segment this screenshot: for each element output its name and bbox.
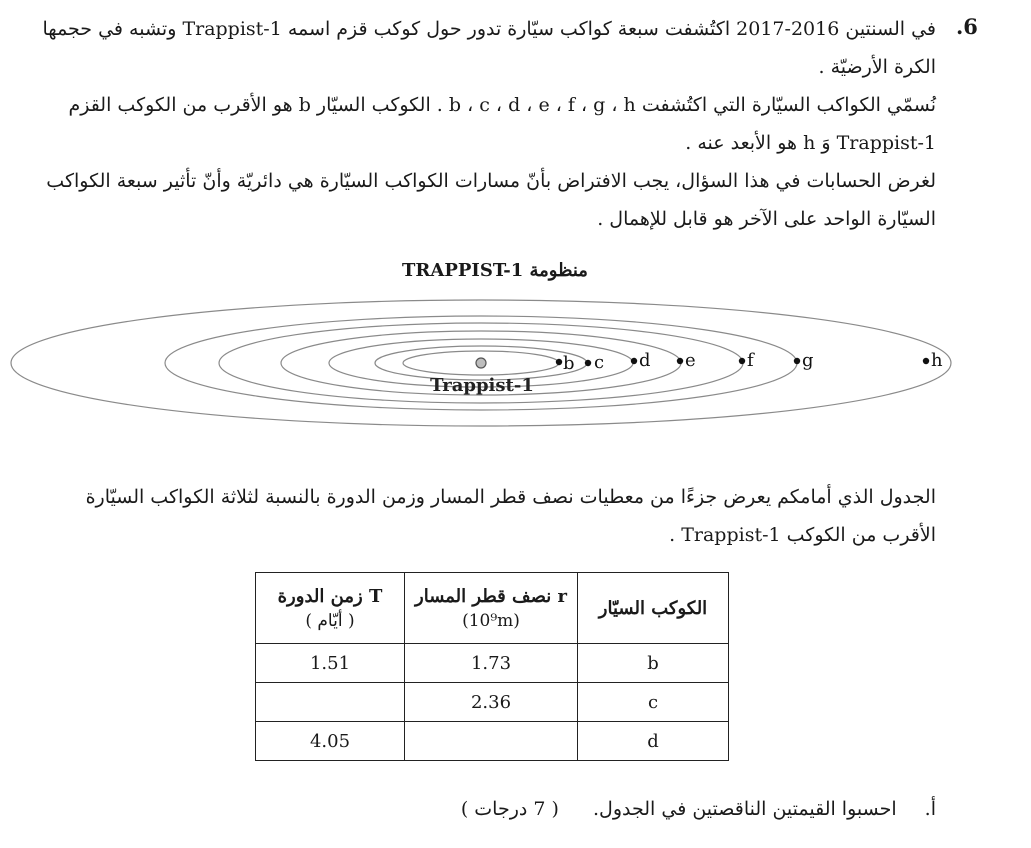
planet-e-dot bbox=[677, 358, 683, 364]
header-period-unit: ( أيّام ) bbox=[305, 610, 355, 631]
planet-h-dot bbox=[923, 358, 929, 364]
planet-d-label: d bbox=[639, 350, 651, 371]
table-row bbox=[256, 644, 729, 683]
header-planet-label: الكوكب السيّار bbox=[598, 597, 708, 619]
planet-g-label: g bbox=[802, 350, 814, 371]
header-radius bbox=[405, 573, 578, 644]
orbit-diagram bbox=[0, 290, 1031, 440]
header-period bbox=[256, 573, 405, 644]
header-radius-unit: (10⁹m) bbox=[462, 610, 520, 631]
planet-c-label: c bbox=[594, 352, 605, 373]
table-intro: الجدول الذي أمامكم يعرض جزءًا من معطيات نصف قطر المسار وزمن الدورة بالنسبة لثلاثة الكواكب السيّارة الأقرب من الكوكب Trappist-1 . bbox=[85, 486, 936, 546]
intro-paragraph-1: في السنتين 2016-2017 اكتُشفت سبعة كواكب سيّارة تدور حول كوكب قزم اسمه Trappist-1 وتشبه في حجمها الكرة الأرضيّة . bbox=[42, 18, 936, 78]
subquestion-letter: أ. bbox=[924, 798, 936, 820]
planet-h-label: h bbox=[931, 350, 943, 371]
cell-radius: 2.36 bbox=[405, 683, 578, 722]
cell-radius: 1.73 bbox=[405, 644, 578, 683]
intro-paragraph-3: لغرض الحسابات في هذا السؤال، يجب الافتراض بأنّ مسارات الكواكب السيّارة هي دائريّة وأنّ تأثير سبعة الكواكب السيّارة الواحد على الآخر هو قابل للإهمال . bbox=[46, 170, 936, 230]
planet-f-label: f bbox=[747, 350, 754, 371]
diagram-title: منظومة TRAPPIST-1 bbox=[402, 260, 588, 281]
question-number: .6 bbox=[956, 14, 978, 39]
planet-f-dot bbox=[739, 358, 745, 364]
cell-planet: c bbox=[578, 683, 729, 722]
cell-period: 1.51 bbox=[256, 644, 405, 683]
subquestion-a bbox=[461, 798, 936, 820]
planet-g-dot bbox=[794, 358, 800, 364]
planet-d-dot bbox=[631, 358, 637, 364]
table-row bbox=[256, 722, 729, 761]
subquestion-points: ( 7 درجات ) bbox=[460, 798, 559, 820]
star-label: Trappist-1 bbox=[430, 375, 534, 396]
intro-paragraph-2: نُسمّي الكواكب السيّارة التي اكتُشفت b ، c ، d ، e ، f ، g ، h . الكوكب السيّار b هو الأقرب من الكوكب القزم Trappist-1 وَ h هو الأبعد عنه . bbox=[68, 94, 936, 154]
planet-b-label: b bbox=[563, 353, 575, 374]
data-table bbox=[255, 572, 729, 761]
star-trappist-1 bbox=[476, 358, 486, 368]
cell-period: 4.05 bbox=[256, 722, 405, 761]
cell-planet: b bbox=[578, 644, 729, 683]
planet-c-dot bbox=[585, 360, 591, 366]
header-radius-label: r نصف قطر المسار bbox=[415, 585, 567, 607]
header-planet bbox=[578, 573, 729, 644]
cell-period-missing bbox=[256, 683, 405, 722]
planet-e-label: e bbox=[685, 350, 696, 371]
header-period-label: T زمن الدورة bbox=[277, 585, 383, 607]
cell-planet: d bbox=[578, 722, 729, 761]
table-row bbox=[256, 683, 729, 722]
subquestion-text: احسبوا القيمتين الناقصتين في الجدول. bbox=[593, 798, 897, 820]
table-header-row bbox=[256, 573, 729, 644]
planet-b-dot bbox=[556, 359, 562, 365]
cell-radius-missing bbox=[405, 722, 578, 761]
